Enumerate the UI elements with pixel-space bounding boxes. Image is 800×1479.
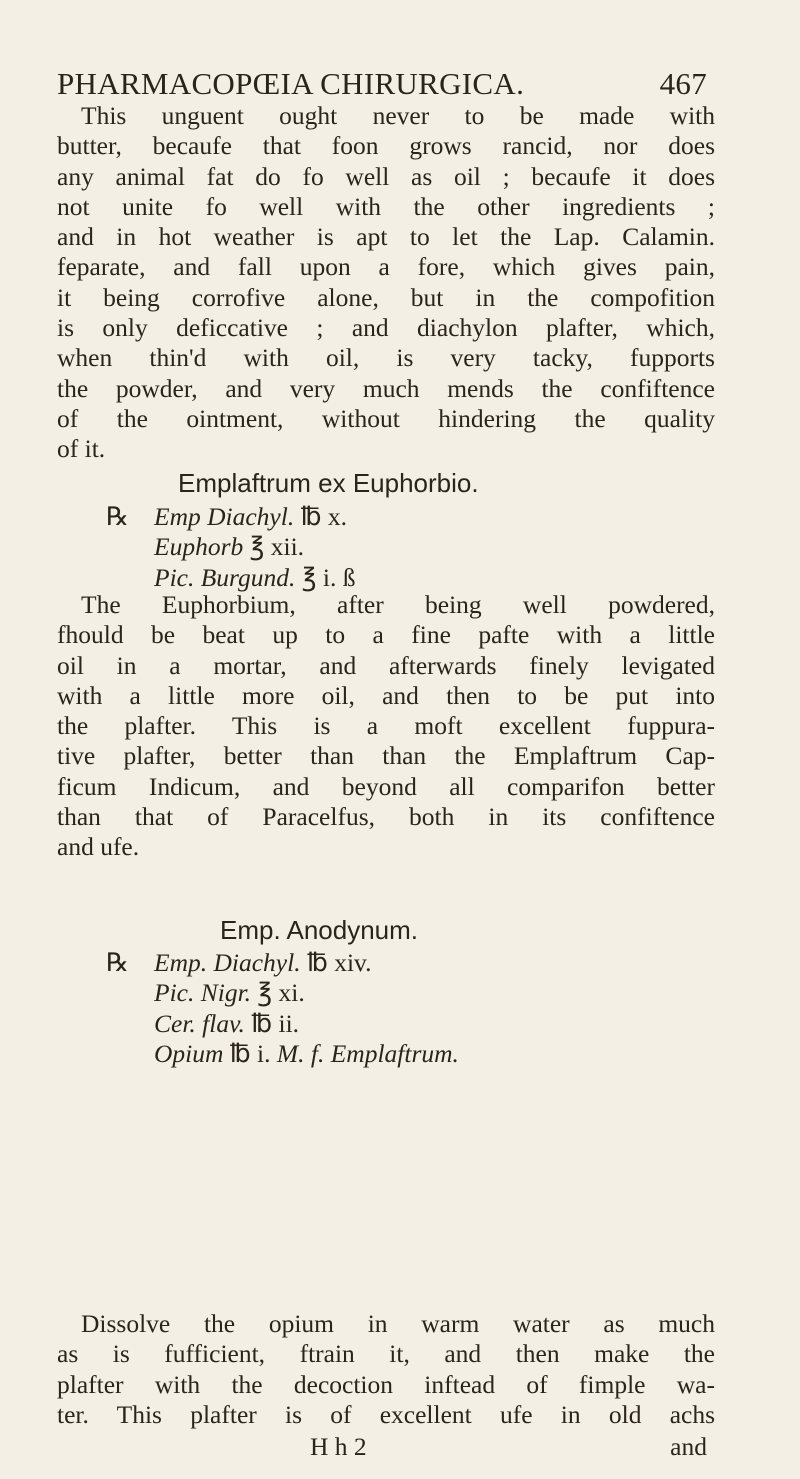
drug-name: Cer. flav. — [154, 1008, 245, 1038]
text-line: tive plafter, better than than the Emplaftrum Cap- — [57, 741, 715, 771]
text-line: the plafter. This is a moft excellent fuppura- — [57, 711, 715, 741]
paragraph-unguent — [57, 101, 715, 465]
text-line: the powder, and very much mends the confiftence — [57, 373, 715, 403]
paragraph-euphorbium — [57, 590, 715, 863]
text-line: ter. This plafter is of excellent ufe in old achs — [57, 1399, 715, 1429]
text-line: and ufe. — [57, 832, 140, 862]
recipe-line — [106, 978, 459, 1008]
text-line: plafter with the decoction inftead of fimple wa- — [57, 1369, 715, 1399]
drug-name: Euphorb — [154, 532, 244, 562]
drug-name: Opium — [154, 1038, 224, 1068]
recipe-line — [106, 948, 459, 978]
signature-mark: H h 2 — [310, 1432, 367, 1461]
drug-quantity: ℔ i. — [229, 1038, 271, 1068]
drug-quantity: ℔ ii. — [251, 1008, 300, 1038]
text-line: when thin'd with oil, is very tacky, fupports — [57, 343, 715, 373]
text-line: of it. — [57, 434, 106, 464]
text-line: ficum Indicum, and beyond all comparifon better — [57, 771, 715, 801]
page-number: 467 — [659, 66, 707, 101]
drug-name: Emp Diachyl. — [154, 502, 295, 531]
text-line: with a little more oil, and then to be put into — [57, 680, 715, 710]
text-line: Dissolve the opium in warm water as much — [81, 1309, 715, 1338]
recipe-instruction: M. f. Emplaftrum. — [276, 1038, 459, 1068]
recipe-line — [106, 502, 356, 532]
page-footer — [310, 1432, 707, 1462]
text-line: is only deficcative ; and diachylon plafter, which, — [57, 313, 715, 343]
text-line: butter, becaufe that foon grows rancid, nor does — [57, 131, 715, 161]
drug-quantity: ℥ xii. — [249, 532, 305, 562]
recipe-line — [106, 532, 356, 562]
text-line: The Euphorbium, after being well powdered, — [81, 590, 715, 619]
recipe-title-euphorbio: Emplaftrum ex Euphorbio. — [178, 468, 479, 498]
recipe-line — [106, 563, 356, 593]
drug-quantity: ℔ xiv. — [306, 948, 372, 977]
text-line: not unite fo well with the other ingredients ; — [57, 191, 715, 221]
drug-name: Pic. Burgund. — [154, 562, 296, 592]
text-line: of the ointment, without hindering the quality — [57, 403, 715, 433]
recipe-line — [106, 1009, 459, 1039]
text-line: than that of Paracelfus, both in its confiftence — [57, 802, 715, 832]
paragraph-dissolve — [57, 1309, 715, 1430]
text-line: This unguent ought never to be made with — [81, 101, 715, 130]
running-header — [57, 66, 707, 102]
header-title: PHARMACOPŒIA CHIRURGICA. — [57, 66, 525, 101]
text-line: and in hot weather is apt to let the Lap. Calamin. — [57, 222, 715, 252]
text-line: any animal fat do fo well as oil ; becaufe it does — [57, 161, 715, 191]
drug-name: Emp. Diachyl. — [154, 948, 301, 977]
recipe-anodynum — [106, 948, 459, 1069]
text-line: it being corrofive alone, but in the compofition — [57, 282, 715, 312]
recipe-title-anodynum: Emp. Anodynum. — [220, 915, 418, 945]
text-line: oil in a mortar, and afterwards finely levigated — [57, 650, 715, 680]
recipe-symbol: ℞ — [106, 948, 129, 977]
text-line: feparate, and fall upon a fore, which gives pain, — [57, 252, 715, 282]
drug-quantity: ℥ xi. — [257, 978, 305, 1008]
text-line: as is fufficient, ftrain it, and then make the — [57, 1339, 715, 1369]
drug-quantity: ℔ x. — [300, 502, 347, 531]
recipe-symbol: ℞ — [106, 502, 129, 531]
recipe-euphorbio — [106, 502, 356, 593]
recipe-line — [106, 1039, 459, 1069]
catchword: and — [670, 1432, 707, 1461]
text-line: fhould be beat up to a fine pafte with a little — [57, 620, 715, 650]
drug-quantity: ℥ i. ß — [301, 562, 356, 592]
drug-name: Pic. Nigr. — [154, 978, 252, 1008]
